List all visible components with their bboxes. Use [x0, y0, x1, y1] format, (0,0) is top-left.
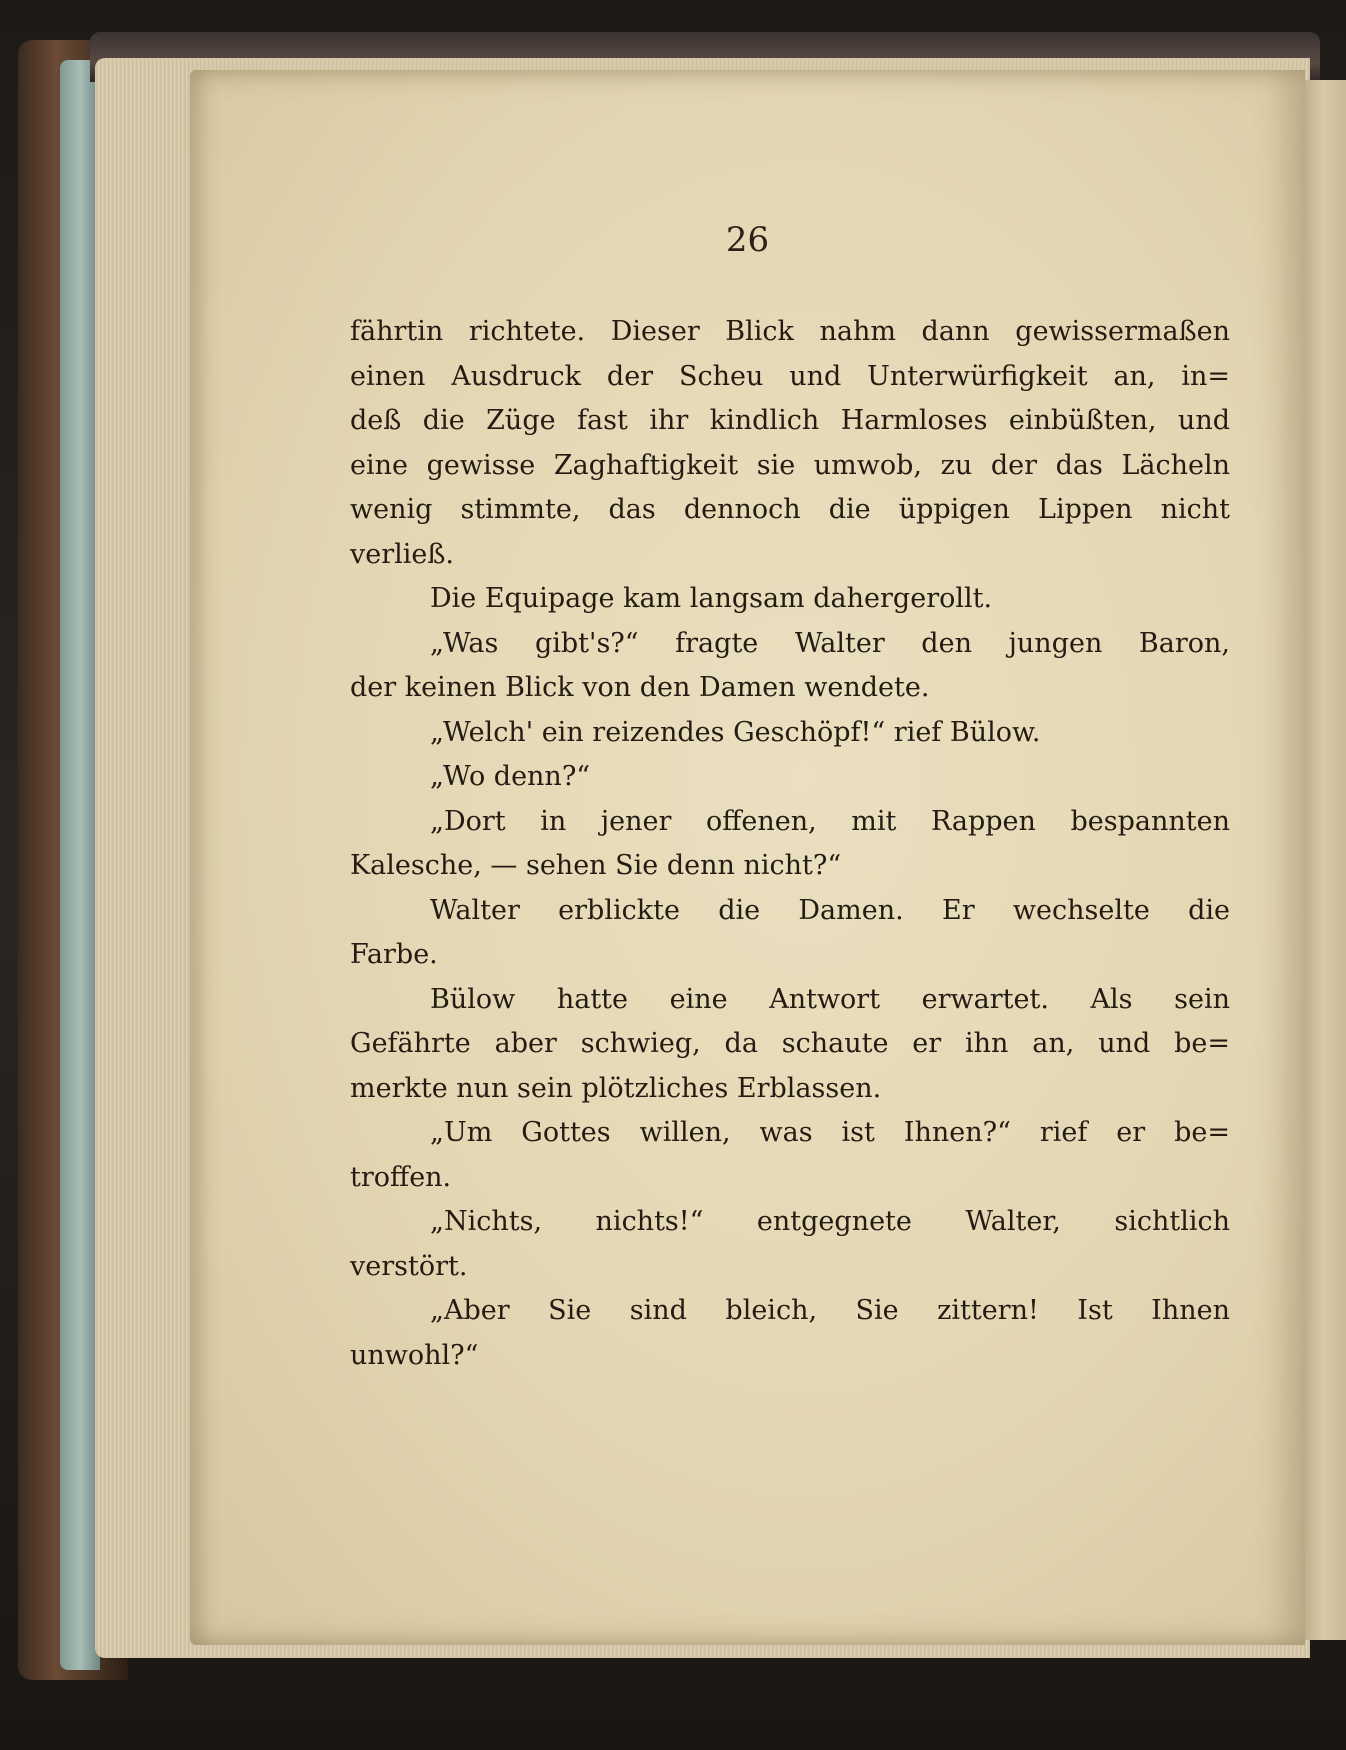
book-cover-edge — [60, 60, 100, 1670]
paragraph — [350, 755, 1230, 800]
text-line: „Dort in jener offenen, mit Rappen bespannten — [430, 805, 1230, 837]
text-line: Kalesche, — sehen Sie denn nicht?“ — [350, 850, 842, 881]
text-line: eine gewisse Zaghaftigkeit sie umwob, zu der das Lächeln — [350, 449, 1230, 481]
paragraph — [350, 711, 1230, 756]
text-line: einen Ausdruck der Scheu und Unterwürfigkeit an, in= — [350, 360, 1230, 392]
text-line: troffen. — [350, 1161, 452, 1193]
page-number: 26 — [725, 220, 770, 260]
text-line: Walter erblickte die Damen. Er wechselte die — [430, 894, 1230, 926]
paragraph — [350, 1200, 1230, 1289]
text-line: unwohl?“ — [350, 1339, 479, 1371]
paragraph — [350, 1111, 1230, 1200]
text-line: Farbe. — [350, 939, 438, 970]
text-line: „Was gibt's?“ fragte Walter den jungen Baron, — [430, 627, 1230, 659]
paragraph — [350, 800, 1230, 889]
text-line: merkte nun sein plötzliches Erblassen. — [350, 1072, 882, 1104]
text-line: verließ. — [350, 538, 455, 570]
paragraph — [350, 889, 1230, 978]
facing-page — [1300, 80, 1346, 1640]
text-line: Die Equipage kam langsam dahergerollt. — [430, 583, 993, 614]
paragraph — [350, 978, 1230, 1112]
paragraph — [350, 622, 1230, 711]
text-line: „Nichts, nichts!“ entgegnete Walter, sichtlich — [430, 1206, 1230, 1237]
text-line: „Wo denn?“ — [430, 761, 591, 792]
text-line: der keinen Blick von den Damen wendete. — [350, 672, 930, 703]
text-line: „Aber Sie sind bleich, Sie zittern! Ist Ihnen — [430, 1295, 1230, 1326]
book-page — [190, 70, 1305, 1645]
text-line: Gefährte aber schwieg, da schaute er ihn an, und be= — [350, 1028, 1230, 1059]
text-line: fährtin richtete. Dieser Blick nahm dann gewissermaßen — [350, 316, 1230, 347]
text-line: wenig stimmte, das dennoch die üppigen Lippen nicht — [350, 494, 1230, 525]
page-text — [350, 310, 1230, 1378]
paragraph — [350, 577, 1230, 622]
paragraph — [350, 1289, 1230, 1378]
paragraph — [350, 310, 1230, 577]
text-line: verstört. — [350, 1250, 468, 1282]
text-line: Bülow hatte eine Antwort erwartet. Als sein — [430, 983, 1230, 1015]
text-line: deß die Züge fast ihr kindlich Harmloses einbüßten, und — [350, 405, 1230, 436]
text-line: „Um Gottes willen, was ist Ihnen?“ rief er be= — [430, 1117, 1230, 1148]
text-line: „Welch' ein reizendes Geschöpf!“ rief Bülow. — [430, 716, 1041, 748]
